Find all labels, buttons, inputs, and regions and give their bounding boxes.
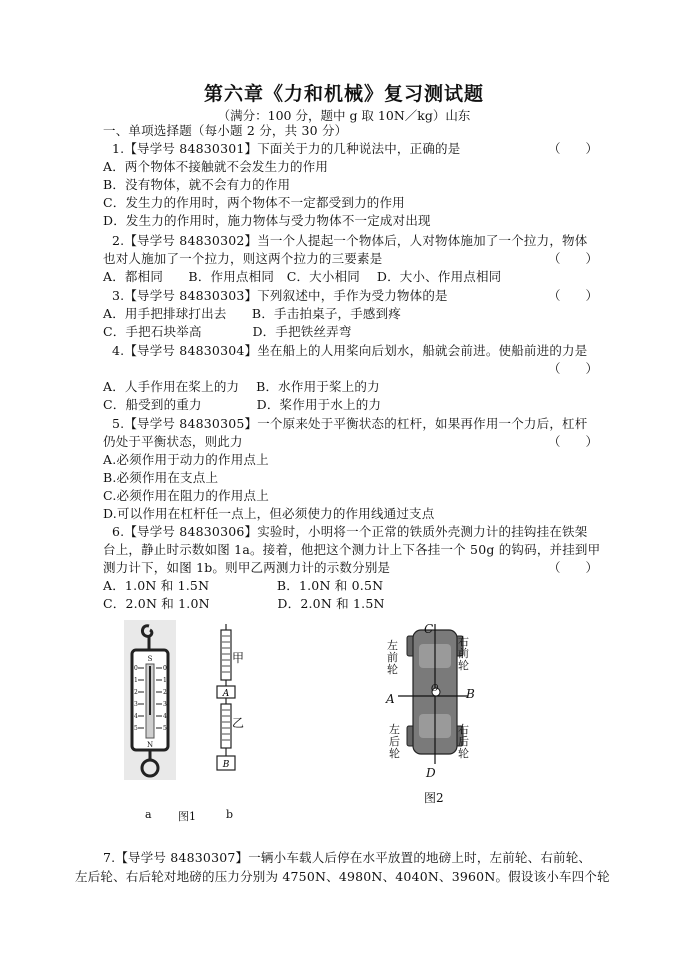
- figure-1-caption: 图1: [178, 810, 196, 823]
- svg-text:2: 2: [163, 689, 167, 696]
- figure-1b-stacked-scales: [206, 624, 256, 772]
- label-right-front-wheel: 右 前 轮: [458, 635, 469, 672]
- label-right-rear-wheel: 右 后 轮: [458, 723, 469, 760]
- q7-line1: 7.【导学号 84830307】一辆小车载人后停在水平放置的地磅上时，左前轮、右前轮、: [103, 850, 592, 865]
- svg-text:5: 5: [134, 725, 138, 732]
- q5-option-b: B.必须作用在支点上: [103, 470, 219, 485]
- figure-1a-label: a: [145, 808, 152, 821]
- q2-stem-line2: 也对人施加了一个拉力，则这两个拉力的三要素是: [103, 251, 383, 266]
- figure-1a-spring-scale: [124, 620, 176, 780]
- q5-answer-paren: （ ）: [548, 434, 599, 449]
- section-heading: 一、单项选择题（每小题 2 分，共 30 分）: [103, 123, 348, 138]
- svg-text:3: 3: [134, 701, 138, 708]
- page-title: 第六章《力和机械》复习测试题: [203, 83, 484, 105]
- q4-options-ab: A．人手作用在桨上的力 B．水作用于桨上的力: [103, 379, 380, 394]
- scale-n-label: N: [146, 741, 154, 749]
- q5-option-c: C.必须作用在阻力的作用点上: [103, 488, 269, 503]
- q6-stem-line3: 测力计下，如图 1b。则甲乙两测力计的示数分别是: [103, 560, 391, 575]
- q1-answer-paren: （ ）: [548, 141, 599, 156]
- label-b: B: [466, 687, 475, 701]
- q5-option-a: A.必须作用于动力的作用点上: [103, 452, 269, 467]
- scale-s-label: S: [147, 655, 153, 663]
- q2-answer-paren: （ ）: [548, 251, 599, 266]
- svg-text:0: 0: [134, 665, 138, 672]
- q4-options-cd: C．船受到的重力 D．桨作用于水上的力: [103, 397, 382, 412]
- svg-text:1: 1: [163, 677, 167, 684]
- weight-a-label: A: [222, 689, 230, 699]
- q4-stem: 4.【导学号 84830304】坐在船上的人用桨向后划水，船就会前进。使船前进的力是: [112, 343, 588, 358]
- q5-stem-line2: 仍处于平衡状态，则此力: [103, 434, 243, 449]
- q5-option-d: D.可以作用在杠杆任一点上，但必须使力的作用线通过支点: [103, 506, 435, 521]
- q5-stem-line1: 5.【导学号 84830305】一个原来处于平衡状态的杠杆，如果再作用一个力后，杠杆: [112, 416, 588, 431]
- svg-text:4: 4: [163, 713, 167, 720]
- svg-text:3: 3: [163, 701, 167, 708]
- q3-options-ab: A．用手把排球打出去 B．手击拍桌子，手感到疼: [103, 306, 402, 321]
- q1-option-c: C．发生力的作用时，两个物体不一定都受到力的作用: [103, 195, 405, 210]
- q3-options-cd: C．手把石块举高 D．手把铁丝弄弯: [103, 324, 352, 339]
- weight-b-label: B: [222, 760, 230, 770]
- label-yi: 乙: [232, 716, 245, 730]
- q1-stem: 1.【导学号 84830301】下面关于力的几种说法中，正确的是: [112, 141, 461, 156]
- label-d: D: [426, 766, 436, 780]
- q1-option-a: A．两个物体不接触就不会发生力的作用: [103, 159, 329, 174]
- label-o: O: [431, 684, 439, 694]
- q1-option-b: B．没有物体，就不会有力的作用: [103, 177, 291, 192]
- q6-answer-paren: （ ）: [548, 560, 599, 575]
- label-left-front-wheel: 左 前 轮: [387, 639, 398, 676]
- q6-stem-line1: 6.【导学号 84830306】实验时，小明将一个正常的铁质外壳测力计的挂钩挂在铁架: [112, 524, 588, 539]
- q6-options-cd: C．2.0N 和 1.0N D．2.0N 和 1.5N: [103, 596, 385, 611]
- q3-answer-paren: （ ）: [548, 288, 599, 303]
- svg-text:4: 4: [134, 713, 138, 720]
- svg-text:1: 1: [134, 677, 138, 684]
- figure-2-caption: 图2: [424, 791, 444, 805]
- q4-answer-paren: （ ）: [548, 361, 599, 376]
- q6-stem-line2: 台上，静止时示数如图 1a。接着，他把这个测力计上下各挂一个 50g 的钩码，并挂到甲: [103, 542, 601, 557]
- q1-option-d: D．发生力的作用时，施力物体与受力物体不一定成对出现: [103, 213, 431, 228]
- svg-text:0: 0: [163, 665, 167, 672]
- svg-text:2: 2: [134, 689, 138, 696]
- subtitle: （满分：100 分，题中 g 取 10N／kg）山东: [217, 108, 471, 123]
- label-left-rear-wheel: 左 后 轮: [389, 723, 400, 760]
- q2-stem-line1: 2.【导学号 84830302】当一个人提起一个物体后，人对物体施加了一个拉力，物体: [112, 233, 588, 248]
- label-a: A: [386, 692, 395, 706]
- q2-options: A．都相同 B．作用点相同 C．大小相同 D．大小、作用点相同: [103, 269, 502, 284]
- figure-1b-label: b: [226, 808, 234, 821]
- label-jia: 甲: [232, 651, 245, 665]
- q6-options-ab: A．1.0N 和 1.5N B．1.0N 和 0.5N: [103, 578, 384, 593]
- q7-line2: 左后轮、右后轮对地磅的压力分别为 4750N、4980N、4040N、3960N。假设该小车四个轮: [75, 869, 610, 884]
- svg-text:5: 5: [163, 725, 167, 732]
- label-c: C: [424, 622, 434, 636]
- q3-stem: 3.【导学号 84830303】下列叙述中，手作为受力物体的是: [112, 288, 448, 303]
